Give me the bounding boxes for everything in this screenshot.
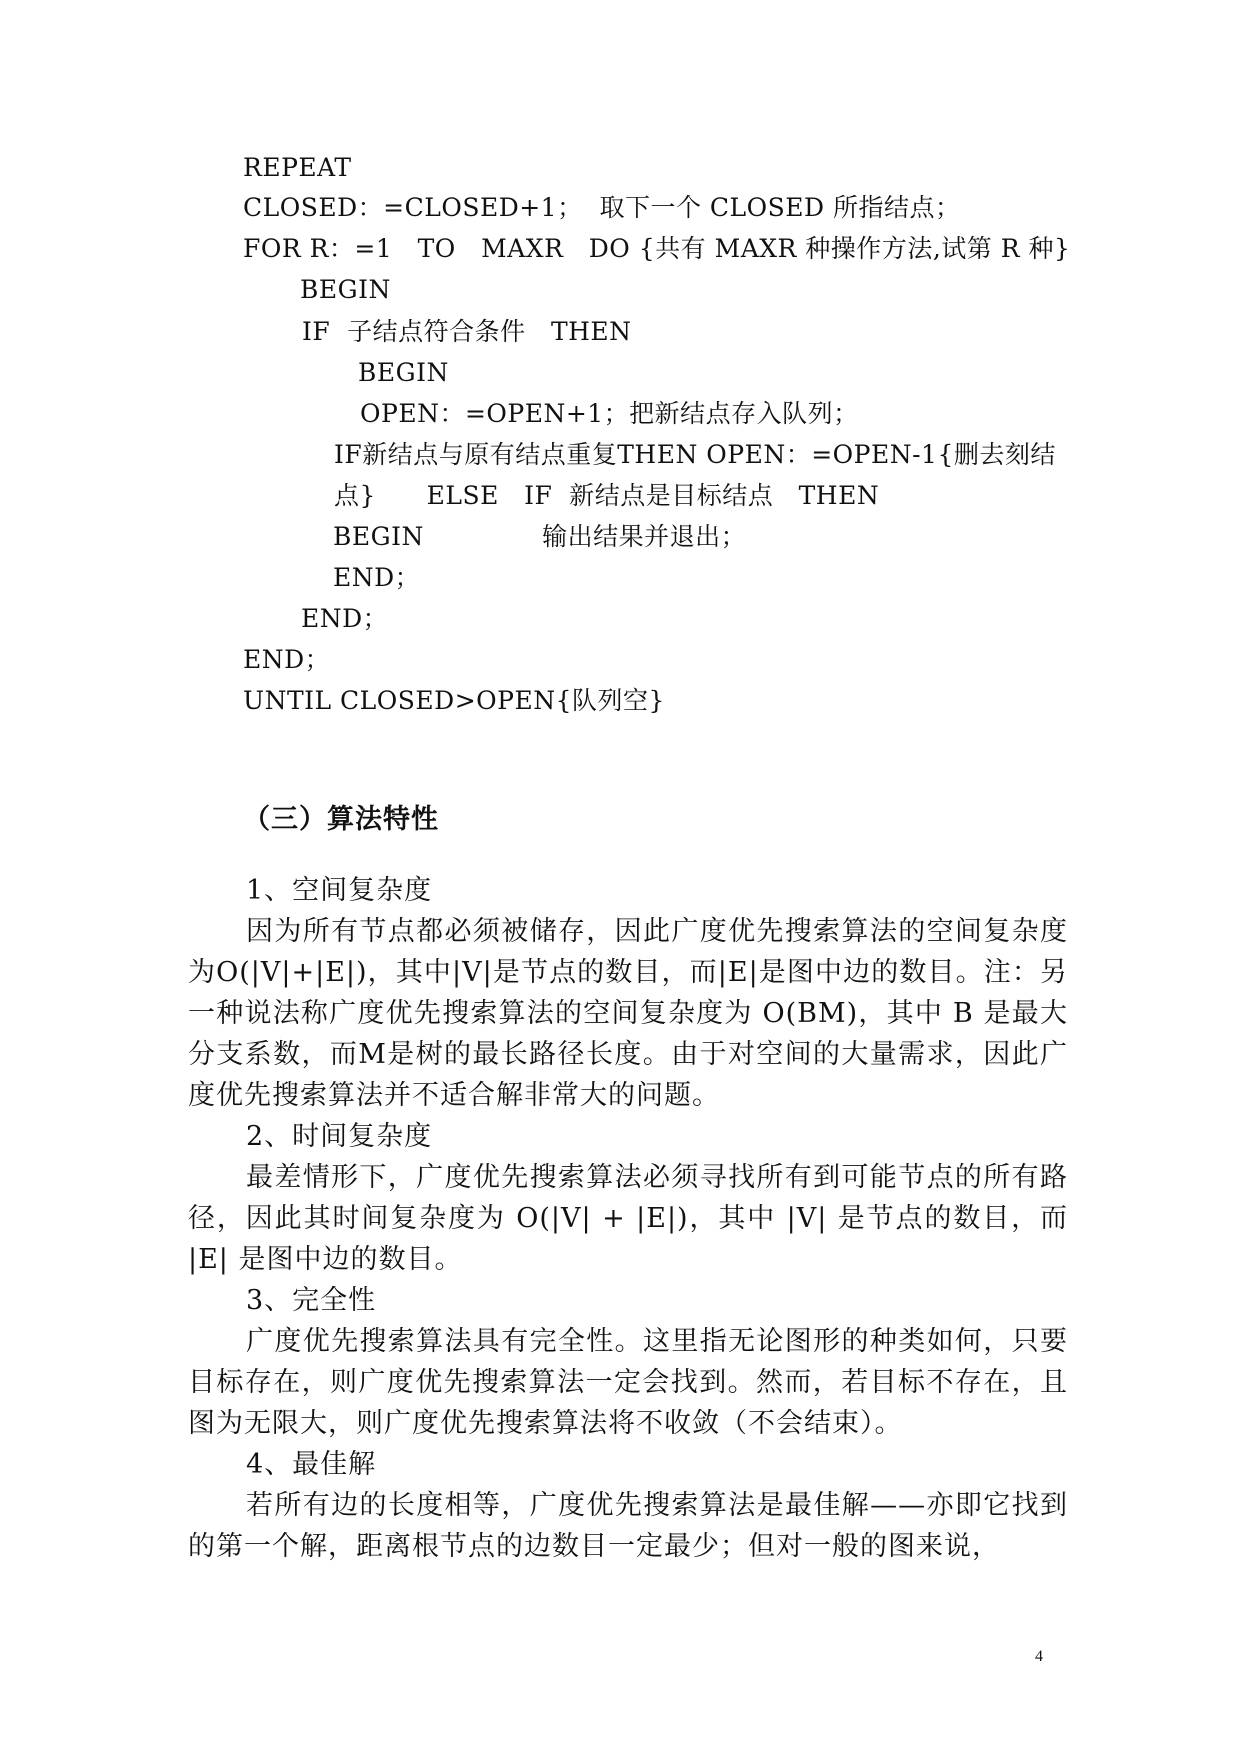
code-line: 点} ELSE IF 新结点是目标结点 THEN: [334, 481, 880, 510]
paragraph: 广度优先搜索算法具有完全性。这里指无论图形的种类如何，只要目标存在，则广度优先搜索算法一定会找到。然而，若目标不存在，且图为无限大，则广度优先搜索算法将不收敛（不会结束）。: [188, 1326, 1068, 1439]
code-line: END；: [243, 645, 331, 674]
page-number: 4: [1035, 1648, 1043, 1665]
item-title-space-complexity: 1、空间复杂度: [246, 875, 433, 906]
paragraph: 若所有边的长度相等，广度优先搜索算法是最佳解——亦即它找到的第一个解，距离根节点的边数目一定最少；但对一般的图来说，: [188, 1490, 1068, 1562]
item-title-completeness: 3、完全性: [246, 1285, 377, 1316]
code-line: UNTIL CLOSED>OPEN{队列空}: [243, 686, 665, 715]
code-line: BEGIN: [358, 358, 449, 387]
item-title-time-complexity: 2、时间复杂度: [246, 1121, 433, 1152]
code-line: CLOSED：=CLOSED+1； 取下一个 CLOSED 所指结点；: [243, 193, 961, 222]
algorithm-properties: [188, 870, 1068, 1567]
code-line: END；: [301, 604, 389, 633]
paragraph: 最差情形下，广度优先搜索算法必须寻找所有到可能节点的所有路径，因此其时间复杂度为 O(|V| + |E|)，其中 |V| 是节点的数目，而 |E| 是图中边的数目。: [188, 1162, 1068, 1275]
code-line: IF新结点与原有结点重复THEN OPEN：=OPEN-1{删去刻结: [334, 440, 1056, 469]
code-line: OPEN：=OPEN+1；把新结点存入队列；: [360, 399, 859, 428]
item-title-optimality: 4、最佳解: [246, 1449, 377, 1480]
code-line: END；: [333, 563, 421, 592]
paragraph: 因为所有节点都必须被储存，因此广度优先搜索算法的空间复杂度为O(|V|+|E|)，其中|V|是节点的数目，而|E|是图中边的数目。注：另一种说法称广度优先搜索算法的空间复杂度为 O(BM)，其中 B 是最大分支系数，而M是树的最长路径长度。由于对空间的大量需求，因此广度优先搜索算法并不适合解非常大的问题。: [188, 916, 1068, 1111]
section-heading: （三）算法特性: [243, 804, 439, 835]
code-line: IF 子结点符合条件 THEN: [302, 317, 632, 346]
code-line: FOR R：=1 TO MAXR DO {共有 MAXR 种操作方法,试第 R 种}: [243, 234, 1071, 263]
code-line: BEGIN: [300, 275, 391, 304]
code-line: BEGIN 输出结果并退出；: [333, 522, 747, 551]
code-line: REPEAT: [243, 153, 352, 182]
